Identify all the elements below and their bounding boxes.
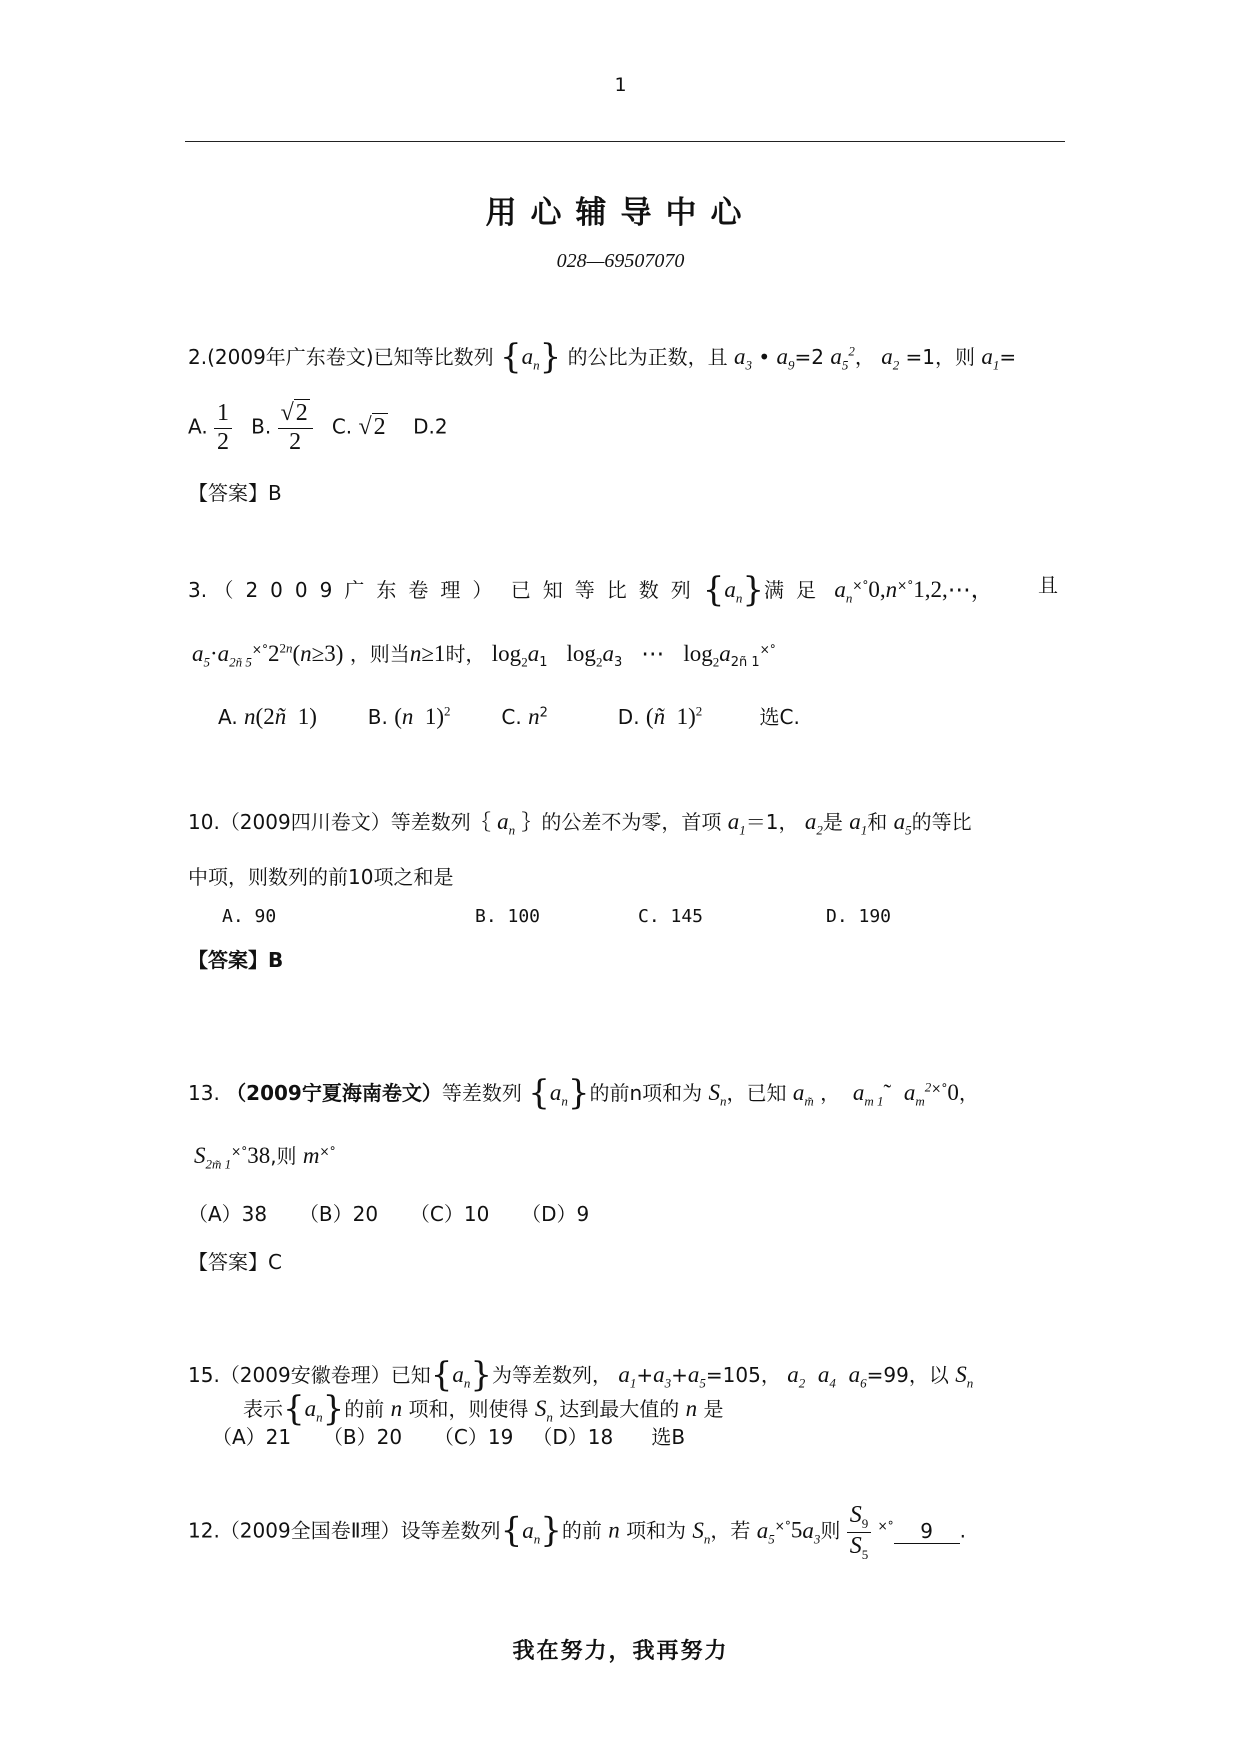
q15-text: 已知 [390, 1363, 431, 1387]
q3-and: 且 [1038, 573, 1058, 597]
q10-line1: 10.（2009四川卷文）等差数列｛ $a_n$ ｝的公差不为零，首项 $a_1=1$， $a_2$是 $a_1$和 $a_5$的等比 [188, 809, 972, 838]
q3-options: A. n(2ñ 1) B. (n 1)$^2$ C. $n^2$ D. (ñ 1)$^2$ 选C. [218, 703, 800, 729]
q13-line2: $S_{2m̃ 1}^{\times^\circ}38$,则 m×° [194, 1143, 336, 1172]
q2-option-c: C. [331, 414, 353, 439]
q13-text: ，已知 [726, 1081, 787, 1105]
q15-text: =105， [705, 1363, 781, 1387]
q15-text: 为等差数列， [492, 1363, 612, 1387]
q10-option-a: A. 90 [222, 906, 277, 927]
q15-number: 15. [188, 1363, 220, 1387]
q3-text: 时， [445, 642, 486, 666]
sqrt: √2 [358, 413, 386, 440]
q10-option-d: D. 190 [826, 906, 892, 927]
q10-number: 10. [188, 810, 220, 834]
q13-option-d: （D）9 [521, 1202, 590, 1226]
q15-pick: 选B [651, 1425, 686, 1449]
q15-text: 的前 [344, 1397, 385, 1421]
q3-option-a: A. [218, 705, 238, 729]
q15-text: 表示 [243, 1397, 283, 1421]
q15-option-c: （C）19 [433, 1425, 514, 1449]
q3-number: 3. [188, 578, 208, 602]
q3-source: （2009广东卷理） [213, 578, 505, 602]
q12-text: 设等差数列 [400, 1518, 501, 1543]
q12-answer-blank: 9 [894, 1519, 960, 1544]
q2-text: =1，则 [905, 345, 976, 369]
q15-line1: 15.（2009安徽卷理）已知$\{a_n\}$为等差数列， $a_1+a_3+a_5=105$， $a_2$ $a_4$ $a_6=99$，以 $S_n$ [188, 1355, 974, 1395]
q2-options [188, 400, 448, 456]
q12-text: 的前 [561, 1518, 602, 1543]
q3-pick: 选C. [759, 705, 800, 729]
q13-text: 的前n项和为 [589, 1081, 703, 1105]
q2-option-a: A. [188, 414, 208, 439]
fraction: $\frac{√2}{2}$ [278, 400, 313, 456]
q10-option-c: C. 145 [638, 906, 704, 927]
q10-option-b: B. 100 [475, 906, 541, 927]
q15-option-d: （D）18 [532, 1425, 614, 1449]
q13-option-c: （C）10 [409, 1202, 490, 1226]
q2-line1: 2.(2009年广东卷文)已知等比数列 $\{a_n\}$ 的公比为正数，且 $a_3$ • $a_9=2$ $a_5^2$， $a_2 =1$，则 $a_1=$ [188, 337, 1017, 377]
q2-text: = [999, 345, 1017, 369]
q13-source: （2009宁夏海南卷文） [226, 1081, 442, 1105]
footer-motto: 我在努力，我再努力 [512, 1639, 729, 1664]
fraction: $\frac{1}{2}$ [214, 400, 232, 456]
q2-option-d: D.2 [413, 414, 448, 439]
q12-text: . [959, 1518, 966, 1543]
q10-answer: 【答案】B [188, 948, 284, 972]
q15-options [212, 1425, 685, 1449]
q15-source: （2009安徽卷理） [219, 1363, 391, 1387]
q13-number: 13. [188, 1081, 220, 1105]
q13-text: ,则 [270, 1144, 297, 1168]
q12-text: 项和为 [626, 1518, 687, 1543]
q10-text: 和 [867, 810, 888, 834]
q13-line1: 13. （2009宁夏海南卷文）等差数列 $\{a_n\}$的前n项和为 $S_n$，已知 $a_{m̃}$ ， $a_{m 1}˜$ $a_m^{2\times^\circ}0$， [188, 1073, 979, 1113]
q2-option-b: B. [251, 414, 272, 439]
q12-source: （2009全国卷Ⅱ理） [219, 1518, 401, 1543]
q3-line1: 3. （2009广东卷理） 已知等比数列$\{a_n\}$满足 $a_n^{\times^\circ}0,n^{\times^\circ}1,2,\cdots$， 且 [188, 570, 1058, 610]
q10-line2: 中项，则数列的前10项之和是 [188, 865, 454, 889]
q2-source: (2009年广东卷文) [207, 345, 374, 369]
q10-text: ＝1， [745, 810, 799, 834]
q12-number: 12. [188, 1518, 220, 1543]
q2-text: 的公比为正数，且 [567, 345, 728, 369]
q10-source: （2009四川卷文） [219, 810, 391, 834]
q3-option-d: D. [617, 705, 640, 729]
q15-option-a: （A）21 [212, 1425, 292, 1449]
q10-text: 的等比 [911, 810, 972, 834]
q10-text: 是 [822, 810, 843, 834]
q2-text: =2 [794, 345, 824, 369]
q2-answer: 【答案】B [188, 481, 282, 505]
q3-text: ，则当 [349, 642, 410, 666]
brand-title: 用心辅导中心 [485, 195, 756, 231]
q12-line1: 12.（2009全国卷Ⅱ理）设等差数列$\{a_n\}$的前 n 项和为 $S_n$，若 $a_5^{\times^\circ}5a_3$则 $\frac{S_9}{S_5}$ ×° 9 . [188, 1502, 966, 1562]
q13-option-a: （A）38 [188, 1202, 268, 1226]
header-rule [185, 141, 1065, 142]
q3-option-c: C. [501, 705, 522, 729]
q15-text: =99，以 [866, 1363, 949, 1387]
q13-option-b: （B）20 [298, 1202, 379, 1226]
q2-text: 已知等比数列 [373, 345, 494, 369]
q10-text: 等差数列｛ [390, 810, 491, 834]
q15-line2: 表示$\{a_n\}$的前 n 项和，则使得 $S_n$ 达到最大值的 n 是 [243, 1389, 724, 1429]
q13-answer: 【答案】C [188, 1250, 282, 1274]
q10-text: ｝的公差不为零，首项 [521, 810, 722, 834]
q15-text: 达到最大值的 [559, 1397, 680, 1421]
q2-number: 2. [188, 345, 208, 369]
q3-line2: $a_5\cdot a_{2ñ 5}^{\times^\circ}2^{2n}(n\ge 3)$ ，则当n≥1时， $\log_2a_1$ $\log_2a_3$ ⋯ $\log_2a_{2ñ 1}^{\times^\circ}$ [192, 640, 776, 670]
q12-text: ，若 [710, 1518, 751, 1543]
q12-text: 则 [820, 1518, 841, 1543]
q15-text: 项和，则使得 [408, 1397, 529, 1421]
fraction: $\frac{S_9}{S_5}$ [847, 1502, 872, 1562]
q3-text: 满足 [764, 578, 828, 602]
page-number: 1 [614, 74, 627, 96]
phone-number: 028—69507070 [556, 250, 685, 272]
q15-option-b: （B）20 [322, 1425, 403, 1449]
q13-text: 等差数列 [441, 1081, 522, 1105]
q2-text: ， [854, 345, 875, 369]
q3-text: 已知等比数列 [510, 578, 703, 602]
q3-option-b: B. [367, 705, 388, 729]
q15-text: 是 [703, 1397, 724, 1421]
q13-options [188, 1202, 589, 1226]
